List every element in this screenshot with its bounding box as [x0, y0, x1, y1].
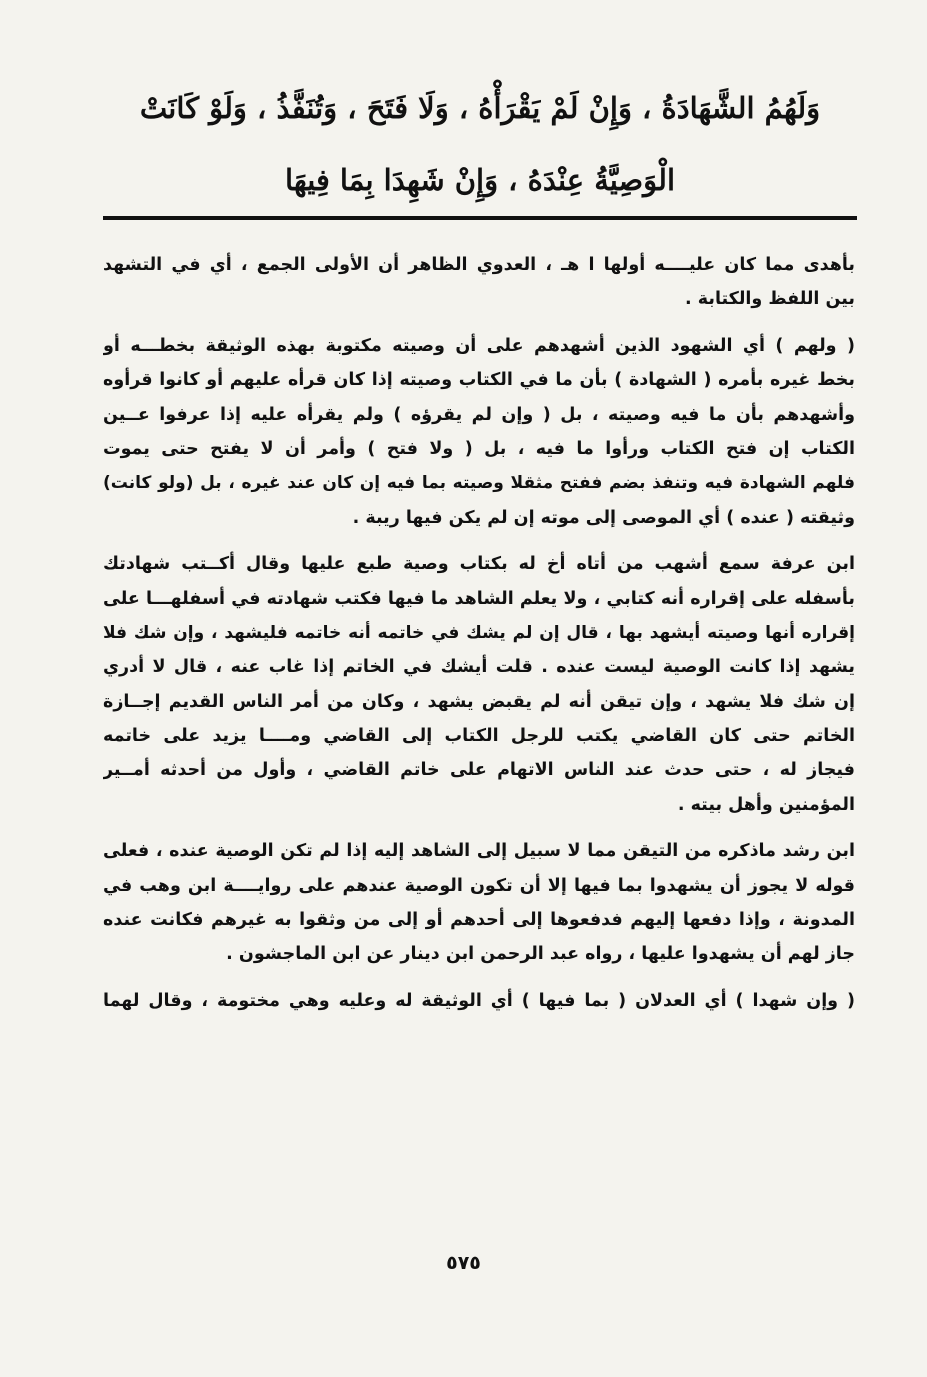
text-line: الخاتم حتى كان القاضي يكتب للرجل الكتاب إلى القاضي ومــــا يزيد على خاتمه	[103, 726, 855, 747]
text-line: المؤمنين وأهل بيته .	[677, 794, 855, 815]
text-line: ابن عرفة سمع أشهب من أتاه أخ له بكتاب وصية طبع عليها وقال أكــتب شهادتك	[103, 554, 855, 575]
commentary-body	[103, 248, 855, 1018]
matn-line: الْوَصِيَّةُ عِنْدَهُ ، وَإِنْ شَهِدَا بِمَا فِيهَا	[285, 163, 675, 197]
matn-line: وَلَهُمُ الشَّهَادَةُ ، وَإِنْ لَمْ يَقْرَأْهُ ، وَلَا فَتَحَ ، وَتُنَفَّذُ ، وَلَوْ كَانَتْ	[139, 91, 821, 125]
text-line: بأسفله على إقراره أنه كتابي ، ولا يعلم الشاهد ما فيها فكتب شهادته في أسفلهـــا على	[103, 588, 855, 609]
matn-header	[110, 72, 850, 216]
text-line: بخط غيره بأمره ( الشهادة ) بأن ما في الكتاب وصيته إذا كان قرأه عليهم أو كانوا قرأوه	[103, 370, 855, 391]
text-line: الكتاب إن فتح الكتاب ورأوا ما فيه ، بل ( ولا فتح ) وأمر أن لا يفتح حتى يموت	[103, 438, 855, 459]
text-line: إقراره أنها وصيته أيشهد بها ، قال إن لم يشك في خاتمه أنه خاتمه فليشهد ، وإن شك فلا	[103, 622, 855, 643]
paragraph	[103, 834, 855, 972]
text-line: وثيقته ( عنده ) أي الموصى إلى موته إن لم يكن فيها ريبة .	[352, 507, 855, 528]
text-line: يشهد إذا كانت الوصية ليست عنده . قلت أيشك في الخاتم إذا غاب عنه ، قال لا أدري	[103, 657, 855, 678]
text-line: قوله لا يجوز أن يشهدوا بما فيها إلا أن تكون الوصية عندهم على روايــــة ابن وهب في	[103, 875, 855, 896]
header-divider	[103, 216, 857, 220]
text-line: المدونة ، وإذا دفعها إليهم فدفعوها إلى أحدهم أو إلى من وثقوا به غيرهم فكانت عنده	[103, 910, 855, 931]
page-number: ٥٧٥	[446, 1252, 481, 1274]
paragraph	[103, 547, 855, 822]
paragraph	[103, 248, 855, 317]
text-line: إن شك فلا يشهد ، وإن تيقن أنه لم يقبض يشهد ، وكان من أمر الناس القديم إجــازة	[103, 691, 855, 712]
text-line: فيجاز له ، حتى حدث عند الناس الاتهام على خاتم القاضي ، وأول من أحدثه أمــير	[103, 760, 855, 781]
paragraph	[103, 984, 855, 1018]
paragraph	[103, 329, 855, 535]
text-line: ( ولهم ) أي الشهود الذين أشهدهم على أن وصيته مكتوبة بهذه الوثيقة بخطـــه أو	[103, 335, 855, 356]
text-line: فلهم الشهادة فيه وتنفذ بضم ففتح مثقلا وصيته بما فيه إن كان عند غيره ، بل (ولو كانت)	[103, 473, 855, 494]
text-line: وأشهدهم بأن ما فيه وصيته ، بل ( وإن لم يقرؤه ) ولم يقرأه عليه إذا عرفوا عــين	[103, 404, 855, 425]
text-line: جاز لهم أن يشهدوا عليها ، رواه عبد الرحمن ابن دينار عن ابن الماجشون .	[226, 944, 855, 965]
text-line: ( وإن شهدا ) أي العدلان ( بما فيها ) أي الوثيقة له وعليه وهي مختومة ، وقال لهما	[103, 990, 855, 1011]
text-line: بين اللفظ والكتابة .	[685, 289, 855, 310]
text-line: بأهدى مما كان عليــــه أولها ا هـ ، العدوي الظاهر أن الأولى الجمع ، أي في التشهد	[103, 255, 855, 275]
text-line: ابن رشد ماذكره من التيقن مما لا سبيل إلى الشاهد إليه إذا لم تكن الوصية عنده ، فعلى	[103, 841, 855, 862]
